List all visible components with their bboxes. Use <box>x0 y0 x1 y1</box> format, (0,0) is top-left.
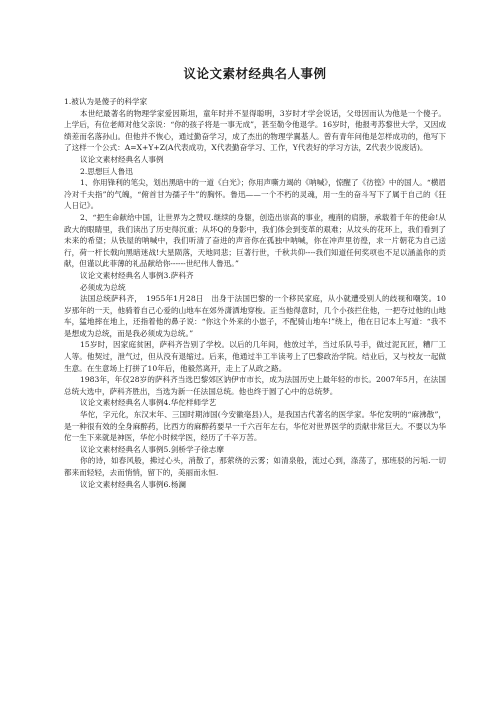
paragraph: 1.被认为是傻子的科学家 <box>64 97 148 106</box>
paragraph: 必须成为总统 <box>80 282 126 292</box>
paragraph: 议论文素材经典名人事例4.华佗样师学艺 <box>80 398 217 408</box>
paragraph: 2.思想巨人鲁迅 <box>80 166 133 176</box>
paragraph: 本世纪最著名的物理学家爱因斯坦，童年时并不显得聪明，3岁时才学会说话，父母因而认为他是一个傻子。上学后，有位老师对他父亲说：“你的孩子将是一事无成”，甚至勒令他退学。16岁时，他报考苏黎世大学，又因成绩差而名落孙山。但他并不恢心，通过勤奋学习，成了杰出的物理学翼基人。曾有青年问他是怎样成功的，他写下了这样一个公式：A=X+Y+Z(A代表成功，X代表勤奋学习、工作，Y代表好的学习方法，Z代表少说废话)。 <box>64 108 446 153</box>
paragraph: 议论文素材经典名人事例3.萨科齐 <box>80 270 194 280</box>
paragraph: 议论文素材经典名人事例6.杨澜 <box>80 479 186 489</box>
document-body <box>64 96 446 490</box>
paragraph: 华佗，字元化，东汉末年、三国时期沛国(今安徽亳县)人，是我国古代著名的医学家。华佗发明的“麻沸散”，是一种很有效的全身麻醉药，比西方的麻醉药要早一千六百年左右，华佗对世界医学的贡献非常巨大。不要以为华佗一生下来就是神医，华佗小时候学医，经历了千辛万苦。 <box>64 410 446 443</box>
paragraph: 1、你用锋利的笔尖，划出黑暗中的一道《白光》；你用声嘶力竭的《呐喊》，惊醒了《彷徨》中的国人。“横眉冷对千夫指”的气魄，“俯首甘为孺子牛”的胸怀。鲁迅——一个不朽的灵魂，用一生的奋斗写下了属于自己的《狂人日记》。 <box>64 178 446 211</box>
paragraph: 15岁时，因家庭贫困，萨科齐告别了学校。以后的几年间，他放过羊，当过乐队号手，做过泥瓦匠，糟厂工人等。他契过，泄气过，但从没有退缩过。后来，他通过半工半读考上了巴黎政治学院。结业后，又与校友一起做生意。在生意场上打拼了10年后，他毅然离开，走上了从政之路。 <box>64 340 446 373</box>
paragraph: 1983年，年仅28岁的萨科齐当选巴黎郊区讷伊市市长，成为法国历史上最年轻的市长。2007年5月，在法国总统大选中，萨科齐胜出，当选为新一任法国总统。他也终于圆了心中的总统梦。 <box>64 375 446 396</box>
paragraph: 议论文素材经典名人事例5.剑桥学子徐志摩 <box>80 444 224 454</box>
paragraph: 议论文素材经典名人事例 <box>80 154 164 164</box>
paragraph: 2、“把生命献给中国，让世界为之赞叹.继续的身躯，创造出崇高的事业，瘦削的肩膀，承载着千年的使命!从政大的眼睛里，我们读出了历史得沉重；从坏Q的身影中，我们体会到变革的艰难；从坟头的花环上，我们看到了未来的希望；从铁屋的呐喊中，我们听清了奋进的声音你在孤独中呐喊，你在冲声里彷徨，求一片朝花为自己送行，荷一杆长戟向黑暗迷战!大星陨落，天地同悲；巨著行世，千秋共仰----我们知道任何奖项也不足以涵盖你的贡献，但谨以此菲薄的礼品献给你------世纪伟人鲁迅。” <box>64 212 446 269</box>
paragraph: 法国总统萨科齐， 1955年1月28日 出身于法国巴黎的一个移民家庭，从小就遭受别人的歧视和嘲笑。10岁那年的一天，他骑着自己心爱的山地车在郊外潇洒地穿梭。正当他得意时，几个小孩拦住他，一把夺过他的山地车，猛地摔在地上，还指着他的鼻子说：“你这个外来的小崽子，不配骑山地车!”绕上，他在日记本上写道：“我不是想成为总统，而是我必须成为总统。” <box>64 294 446 338</box>
document-title: 议论文素材经典名人事例 <box>183 66 327 81</box>
paragraph: 你的诗，如春风般，拂过心头，消散了，那萦绕的云雾；如清泉般，流过心到，涤荡了，那班驳的污垢.一切都来而轻轻，去而悄悄，留下的，美丽而永恒. <box>64 456 446 477</box>
